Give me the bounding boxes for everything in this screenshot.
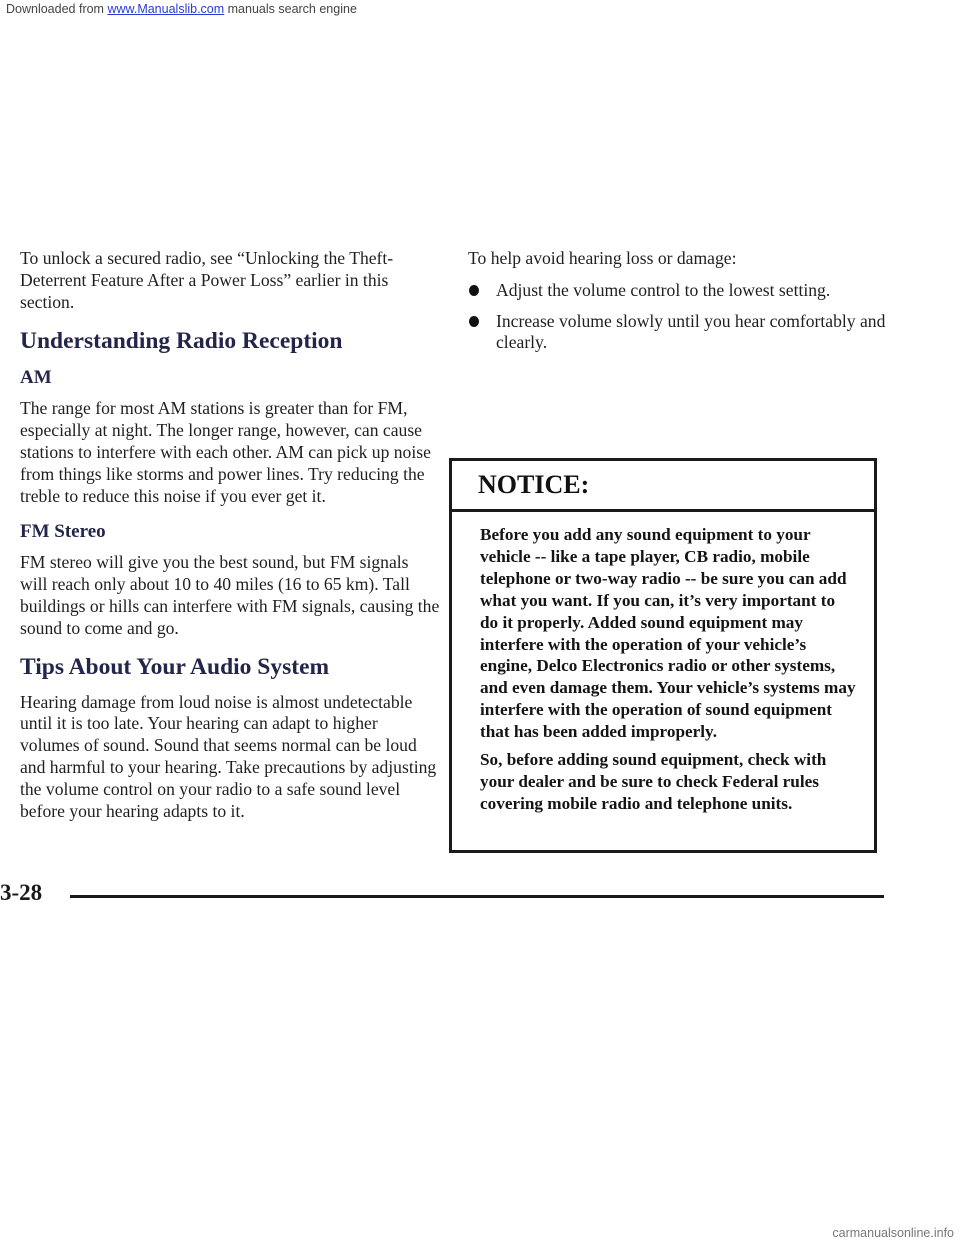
- notice-box: [449, 458, 877, 853]
- bullet-icon: [469, 285, 479, 296]
- list-item: Increase volume slowly until you hear comfortably and clearly.: [468, 311, 888, 355]
- page-number: 3-28: [0, 880, 43, 905]
- am-paragraph: The range for most AM stations is greater than for FM, especially at night. The longer range, however, can cause stations to interfere with each other. AM can pick up noise from things like storms and power lines. Try reducing the treble to reduce this noise if you ever get it.: [20, 398, 431, 506]
- bullet-icon: [469, 316, 479, 327]
- reception-heading: Understanding Radio Reception: [20, 328, 343, 355]
- hearing-tips-list: [468, 280, 888, 354]
- right-column: [468, 248, 888, 363]
- notice-body: [452, 512, 874, 815]
- fm-stereo-subheading: FM Stereo: [20, 521, 106, 543]
- notice-title: NOTICE:: [452, 461, 874, 512]
- hearing-intro: To help avoid hearing loss or damage:: [468, 248, 737, 268]
- fm-stereo-paragraph: FM stereo will give you the best sound, but FM signals will reach only about 10 to 40 miles (16 to 65 km). Tall buildings or hills can interfere with FM signals, causing the sound to come and go.: [20, 552, 440, 638]
- audio-tips-heading: Tips About Your Audio System: [20, 653, 330, 680]
- am-subheading: AM: [20, 367, 52, 389]
- notice-paragraph-1: Before you add any sound equipment to your vehicle -- like a tape player, CB radio, mobile telephone or two-way radio -- be sure you can add what you want. If you can, it’s very important to do it properly. Added sound equipment may interfere with the operation of your vehicle’s engine, Delco Electronics radio or other systems, and even damage them. Your vehicle’s systems may interfere with the operation of sound equipment that has been added improperly.: [480, 525, 856, 742]
- list-item: Adjust the volume control to the lowest setting.: [468, 280, 888, 302]
- notice-paragraph-2: So, before adding sound equipment, check with your dealer and be sure to check Federal rules covering mobile radio and telephone units.: [480, 750, 827, 813]
- audio-tips-paragraph: Hearing damage from loud noise is almost undetectable until it is too late. Your hearing can adapt to higher volumes of sound. Sound that seems normal can be loud and harmful to your hearing. Take precautions by adjusting the volume control on your radio to a safe sound level before your hearing adapts to it.: [20, 691, 437, 821]
- site-watermark: carmanualsonline.info: [832, 1226, 954, 1240]
- footer-divider: [70, 895, 884, 898]
- left-column: [20, 248, 440, 822]
- manualslib-link[interactable]: www.Manualslib.com: [107, 2, 225, 16]
- unlock-radio-paragraph: To unlock a secured radio, see “Unlocking the Theft-Deterrent Feature After a Power Loss” earlier in this section.: [20, 248, 394, 312]
- download-watermark: Downloaded from www.Manualslib.com manuals search engine: [6, 2, 357, 16]
